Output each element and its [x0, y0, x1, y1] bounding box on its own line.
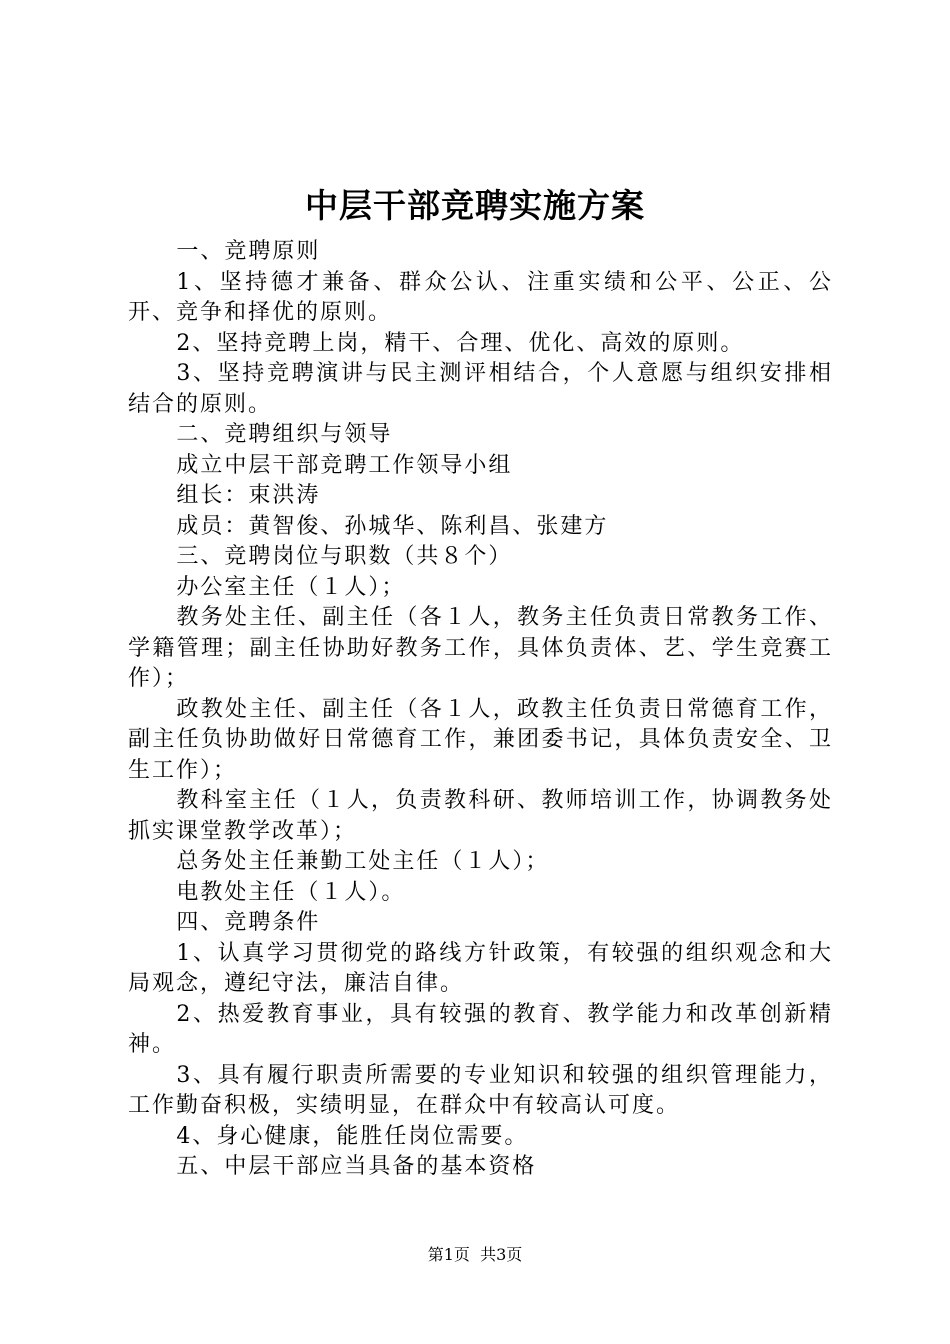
paragraph: 3、坚持竞聘演讲与民主测评相结合，个人意愿与组织安排相结合的原则。: [128, 361, 833, 417]
heading-2: 二、竞聘组织与领导: [176, 422, 393, 447]
paragraph: 1、认真学习贯彻党的路线方针政策，有较强的组织观念和大局观念，遵纪守法，廉洁自律。: [128, 940, 833, 996]
heading-1: 一、竞聘原则: [176, 239, 321, 264]
paragraph: 组长：束洪涛: [176, 483, 321, 508]
page-footer: [0, 1243, 950, 1267]
paragraph: 教务处主任、副主任（各１人，教务主任负责日常教务工作、学籍管理；副主任协助好教务工作，具体负责体、艺、学生竞赛工作）；: [128, 605, 833, 691]
heading-4: 四、竞聘条件: [176, 910, 321, 935]
paragraph: 2、坚持竞聘上岗，精干、合理、优化、高效的原则。: [176, 330, 745, 356]
document-title: 中层干部竞聘实施方案: [305, 186, 645, 225]
paragraph: 成员：黄智俊、孙城华、陈利昌、张建方: [176, 513, 609, 539]
paragraph: 4、身心健康，能胜任岗位需要。: [176, 1123, 529, 1149]
paragraph: 教科室主任（１人，负责教科研、教师培训工作，协调教务处抓实课堂教学改革）；: [128, 788, 833, 844]
page-total: 共3页: [480, 1245, 523, 1264]
paragraph: 总务处主任兼勤工处主任（１人）；: [176, 849, 550, 874]
document-body: [128, 237, 833, 1183]
paragraph: 成立中层干部竞聘工作领导小组: [176, 452, 513, 478]
paragraph: 电教处主任（１人）。: [176, 879, 406, 905]
heading-5: 五、中层干部应当具备的基本资格: [176, 1154, 537, 1179]
page-number: 第1页: [427, 1245, 470, 1264]
paragraph: 政教处主任、副主任（各１人，政教主任负责日常德育工作，副主任负协助做好日常德育工作，兼团委书记，具体负责安全、卫生工作）；: [128, 696, 833, 783]
paragraph: 1、坚持德才兼备、群众公认、注重实绩和公平、公正、公开、竞争和择优的原则。: [128, 269, 833, 325]
paragraph: 3、具有履行职责所需要的专业知识和较强的组织管理能力，工作勤奋积极，实绩明显，在群众中有较高认可度。: [128, 1062, 833, 1118]
paragraph: 办公室主任（１人）；: [176, 574, 406, 600]
paragraph: 2、热爱教育事业，具有较强的教育、教学能力和改革创新精神。: [128, 1001, 833, 1057]
heading-3: 三、竞聘岗位与职数（共８个）: [176, 544, 513, 569]
